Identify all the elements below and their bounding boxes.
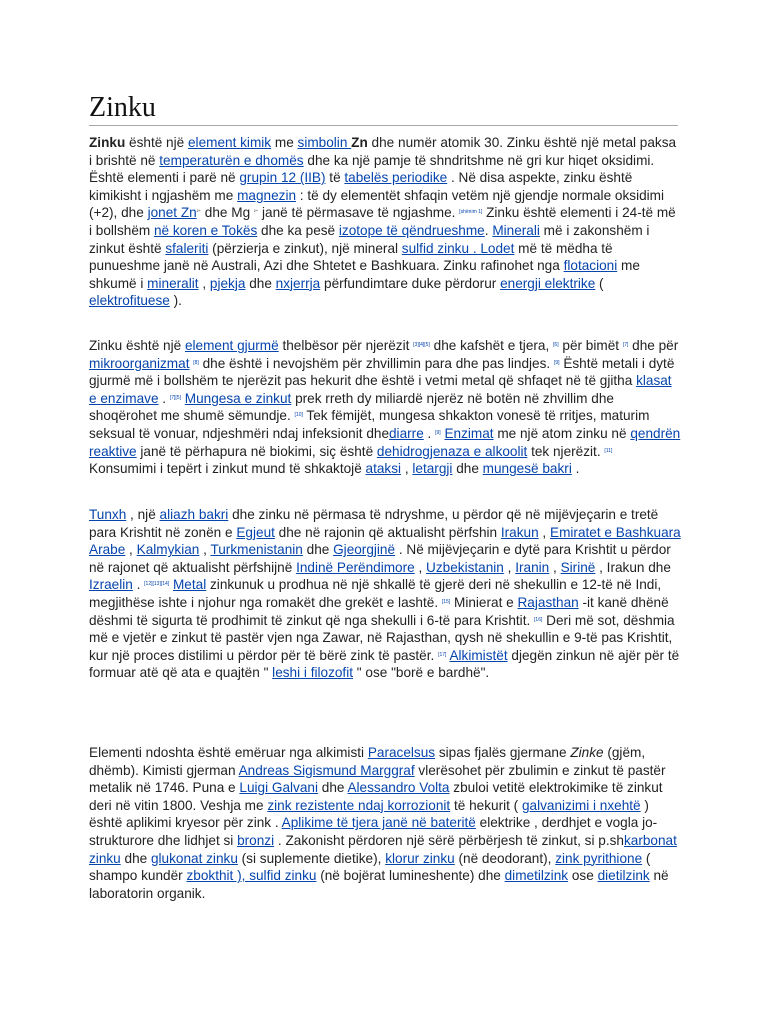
wiki-link[interactable]: glukonat zinku [150, 850, 238, 866]
wiki-link[interactable]: dimetilzink [504, 868, 569, 884]
text-run: dhe zinku në përmasa të ndryshme, u përdor që në mijëvjeçarin e tretë para Krishtit në zonën e [89, 507, 659, 540]
wiki-link[interactable]: magnezin [237, 187, 297, 203]
wiki-link[interactable]: Alkimistët [449, 647, 508, 663]
wiki-link[interactable]: Tunxh [89, 507, 127, 522]
text-run: zbuloi vetitë elektrokimike të zinkut deri në vitin 1800. Veshja me [89, 780, 663, 813]
wiki-link[interactable]: leshi i filozofit [272, 665, 354, 681]
wiki-link[interactable]: zbokthit ), sulfid zinku [186, 868, 317, 884]
text-run: dhe [317, 780, 348, 796]
wiki-link[interactable]: mungesë bakri [482, 461, 572, 477]
wiki-link[interactable]: pjekja [209, 275, 246, 291]
text-run: . [571, 461, 580, 477]
reference-mark[interactable]: [8] [193, 359, 199, 366]
text-run: . Në mijëvjeçarin e dytë para Krishtit u përdor në rajonet që aktualisht përfshijnë [89, 542, 671, 575]
wiki-link[interactable]: bronzi [237, 832, 275, 848]
wiki-link[interactable]: klasat e enzimave [89, 373, 672, 406]
reference-mark[interactable]: [9] [435, 429, 441, 436]
text-run: (si suplemente dietike), [237, 850, 386, 866]
wiki-link[interactable]: Turkmenistanin [210, 542, 303, 558]
text-run: . Zakonisht përdoren një sërë përbërjesh të zinkut, si p.sh [274, 832, 624, 848]
text-run: dhe [120, 850, 151, 866]
text-run: sipas fjalës gjermane [435, 745, 571, 760]
text-run: me një atom zinku në [493, 425, 631, 441]
reference-mark[interactable]: [17] [438, 651, 447, 658]
paragraph-history [89, 506, 681, 682]
text-run: dhe kafshët e tjera, [429, 338, 554, 353]
wiki-link[interactable]: sulfid zinku . Lodet [401, 240, 515, 256]
text-run: Zinku është elementi i 24-të më i bollshëm [89, 205, 676, 238]
text-run: thelbësor për njerëzit [278, 338, 414, 353]
wiki-link[interactable]: Minerali [492, 222, 540, 238]
text-run: ( shampo kundër [89, 850, 651, 884]
reference-mark[interactable]: [7] [622, 342, 629, 348]
text-run: , [549, 559, 561, 575]
reference-mark[interactable]: [7][5] [169, 394, 181, 401]
text-run: Konsumimi i tepërt i zinkut mund të shkaktojë [89, 461, 366, 477]
wiki-link[interactable]: energji elektrike [500, 275, 596, 291]
paragraph-biology [89, 337, 681, 478]
text-run: për bimët [558, 338, 623, 353]
text-run: " ose "borë e bardhë". [353, 665, 490, 681]
text-run: . Në disa aspekte, zinku është kimikisht i ngjashëm me [89, 170, 633, 203]
text-run: elektrike , derdhjet e vogla jo-strukturore dhe lidhjet si [89, 815, 658, 848]
wiki-link[interactable]: qendrën reaktive [89, 425, 681, 459]
paragraph-discovery [89, 744, 681, 902]
wiki-link[interactable]: galvanizimi i nxehtë [521, 797, 641, 813]
wiki-link[interactable]: Metal [172, 577, 207, 593]
wiki-link[interactable]: në koren e Tokës [153, 222, 258, 238]
wiki-link[interactable]: Rajasthan [517, 594, 579, 610]
page-title: Zinku [89, 92, 156, 123]
text-run: Tek fëmijët, mungesa shkakton vonesë të rritjes, maturim seksual të vonuar, ndjeshmëri ndaj infeksionit dhe [89, 408, 650, 441]
text-run: , [199, 542, 211, 558]
text-run: ) është aplikimi kryesor për zink . [89, 797, 649, 831]
text-run: prek rreth dy miliardë njerëz në botën në zhvillim dhe shoqërohet me shumë sëmundje. [89, 390, 614, 424]
wiki-link[interactable]: element gjurmë [184, 338, 279, 353]
wiki-link[interactable]: dietilzink [597, 868, 650, 884]
text-run: dhe për [628, 338, 679, 353]
text-run: ose [568, 868, 598, 884]
text-run: -it kanë dhënë dëshmi të sigurta të prodhimit të zinkut që nga shekulli i 6-të para Krishtit. [89, 594, 669, 628]
text-run: në laboratorin organik. [89, 868, 669, 901]
wiki-link[interactable]: jonet Zn [147, 205, 197, 221]
wiki-link[interactable]: Kalmykian [136, 542, 200, 558]
text-run: , [414, 559, 427, 575]
text-run: Deri më sot, dëshmia më e vjetër e zinkut të pastër vjen nga Zawar, në Rajasthan, qysh në shekullin e 9-të pas Krishtit, kur një proces distilimi u përdor për të bërë zink të pastër. [89, 612, 675, 663]
reference-mark[interactable]: [9] [553, 359, 560, 366]
text-run: Elementi ndoshta është emëruar nga alkimisti [89, 745, 368, 760]
text-run: Zinku është një [89, 338, 185, 353]
text-run: me shkumë i [89, 258, 640, 291]
wiki-link[interactable]: Irakun [500, 524, 539, 540]
text-run: përfundimtare duke përdorur [320, 275, 501, 291]
wiki-link[interactable]: temperaturën e dhomës [159, 152, 304, 168]
wiki-link[interactable]: grupin 12 (IIB) [239, 170, 326, 186]
wiki-link[interactable]: Iranin [515, 559, 550, 575]
title-divider [89, 125, 678, 126]
text-run: , një [126, 507, 160, 522]
text-run: dhe ka pesë [257, 222, 339, 238]
text-run: dhe [302, 542, 334, 558]
wiki-link[interactable]: flotacioni [563, 258, 618, 274]
text-run: më i zakonshëm i zinkut është [89, 222, 650, 256]
wiki-link[interactable]: Enzimat [444, 425, 494, 441]
text-run: dhe numër atomik 30. Zinku është një metal paksa i brishtë në [89, 135, 677, 168]
superscript: ²⁺ [253, 209, 259, 216]
wiki-link[interactable]: zink rezistente ndaj korrozionit [267, 797, 451, 813]
text-run: , Irakun dhe [595, 559, 671, 575]
wiki-link[interactable]: ataksi [365, 461, 402, 477]
wiki-link[interactable]: diarre [389, 425, 424, 441]
wiki-link[interactable]: Izraelin [89, 577, 133, 593]
text-run: Është metali i dytë gjurmë më i bollshëm te njerëzit pas hekurit dhe është i vetmi metal që shfaqet në të gjitha [89, 355, 675, 389]
text-run: me [271, 135, 298, 150]
wiki-link[interactable]: elektrofituese [89, 293, 170, 309]
italic-text: Zinke [570, 745, 604, 760]
text-run: Minierat e [450, 594, 518, 610]
wiki-link[interactable]: Sirinë [560, 559, 596, 575]
paragraph-intro [89, 134, 681, 310]
text-run: ( [595, 275, 604, 291]
wiki-link[interactable]: Andreas Sigismund Marggraf [238, 762, 415, 778]
reference-mark[interactable]: [shënim 1] [459, 209, 483, 216]
text-run: dhe [452, 461, 483, 477]
text-run: të hekurit ( [450, 797, 522, 813]
reference-mark[interactable]: [16] [534, 616, 543, 623]
text-run: djegën zinkun në ajër për të formuar atë që ata e quajtën " [89, 647, 680, 681]
text-run: vlerësohet për zbulimin e zinkut të pastër metalik në 1746. Puna e [89, 762, 666, 796]
wiki-link[interactable]: element kimik [187, 135, 272, 150]
text-run: dhe është i nevojshëm për zhvillimin para dhe pas lindjes. [198, 355, 554, 371]
wiki-link[interactable]: karbonat zinku [89, 832, 677, 866]
reference-mark[interactable]: [6] [553, 342, 559, 348]
text-run: , [503, 559, 516, 575]
text-run: të [325, 170, 345, 186]
bold-text: Zn [351, 135, 368, 150]
text-run: (gjëm, dhëmb). Kimisti gjerman [89, 745, 646, 778]
text-run: dhe ka një pamje të shndritshme në gri kur hiqet oksidimi. Është elementi i parë në [89, 152, 655, 186]
text-run: , [125, 542, 137, 558]
wiki-link[interactable]: mineralit [147, 275, 199, 291]
wiki-link[interactable]: mikroorganizmat [89, 355, 190, 371]
text-run: . [132, 577, 145, 593]
text-run: (në deodorant), [454, 850, 556, 866]
text-run: , [198, 275, 210, 291]
text-run: . [484, 222, 493, 238]
wiki-link[interactable]: nxjerrja [275, 275, 321, 291]
reference-mark[interactable]: [10] [294, 412, 303, 419]
reference-mark[interactable]: [11] [604, 447, 613, 454]
wiki-link[interactable]: Paracelsus [367, 745, 436, 760]
text-run: zinkunuk u prodhua në një shkallë të gjerë deri në shekullin e 12-të në Indi, megjithëse ishte i njohur nga romakët dhe grekët e lashtë. [89, 577, 662, 610]
text-run: janë të përhapura në biokimi, siç është [136, 443, 377, 459]
text-run: dhe Mg [201, 205, 254, 221]
text-run: është një [125, 135, 188, 150]
wiki-link[interactable]: Egjeut [236, 524, 275, 540]
wiki-link[interactable]: klorur zinku [385, 850, 455, 866]
text-run: ). [169, 293, 182, 309]
wiki-link[interactable]: tabelës periodike [344, 170, 448, 186]
reference-mark[interactable]: [15] [441, 598, 451, 605]
wiki-link[interactable]: Indinë Perëndimore [296, 559, 415, 575]
text-run: , [538, 524, 550, 540]
wiki-link[interactable]: zink pyrithione [555, 850, 643, 866]
text-run: (përzierja e zinkut), një mineral [208, 240, 402, 256]
wiki-link[interactable]: Mungesa e zinkut [184, 390, 292, 406]
wiki-link[interactable]: Emiratet e Bashkuara Arabe [89, 524, 681, 558]
text-run: dhe [245, 275, 276, 291]
bold-text: Zinku [89, 135, 126, 150]
wiki-link[interactable]: Gjeorgjinë [333, 542, 396, 558]
text-run: janë të përmasave të ngjashme. [258, 205, 460, 221]
wiki-link[interactable]: Luigi Galvani [239, 780, 318, 796]
text-run: . [158, 390, 170, 406]
wiki-link[interactable]: aliazh bakri [159, 507, 229, 522]
wiki-link[interactable]: simbolin [297, 135, 352, 150]
wiki-link[interactable]: sfaleriti [165, 240, 209, 256]
reference-mark[interactable]: [3][4][5] [413, 342, 430, 348]
text-run: më të mëdha të punueshme janë në Australi, Azi dhe Shtetet e Bashkuara. Zinku rafinohet nga [89, 240, 613, 274]
wiki-link[interactable]: Uzbekistanin [426, 559, 504, 575]
superscript: ²⁺ [196, 209, 202, 216]
text-run: . [423, 425, 436, 441]
wiki-link[interactable]: dehidrogjenaza e alkoolit [376, 443, 528, 459]
wiki-link[interactable]: Alessandro Volta [347, 780, 450, 796]
text-run: dhe në rajonin që aktualisht përfshin [274, 524, 501, 540]
wiki-link[interactable]: izotope të qëndrueshme [338, 222, 485, 238]
text-run: : të dy elementët shfaqin vetëm një gjendje normale oksidimi (+2), dhe [89, 187, 665, 221]
wiki-link[interactable]: Aplikime të tjera janë në bateritë [281, 815, 476, 831]
wiki-link[interactable]: letargji [412, 461, 453, 477]
text-run: , [401, 461, 413, 477]
text-run: (në bojërat lumineshente) dhe [316, 868, 505, 884]
reference-mark[interactable]: [12][13][14] [144, 581, 170, 588]
text-run: tek njerëzit. [527, 443, 605, 459]
